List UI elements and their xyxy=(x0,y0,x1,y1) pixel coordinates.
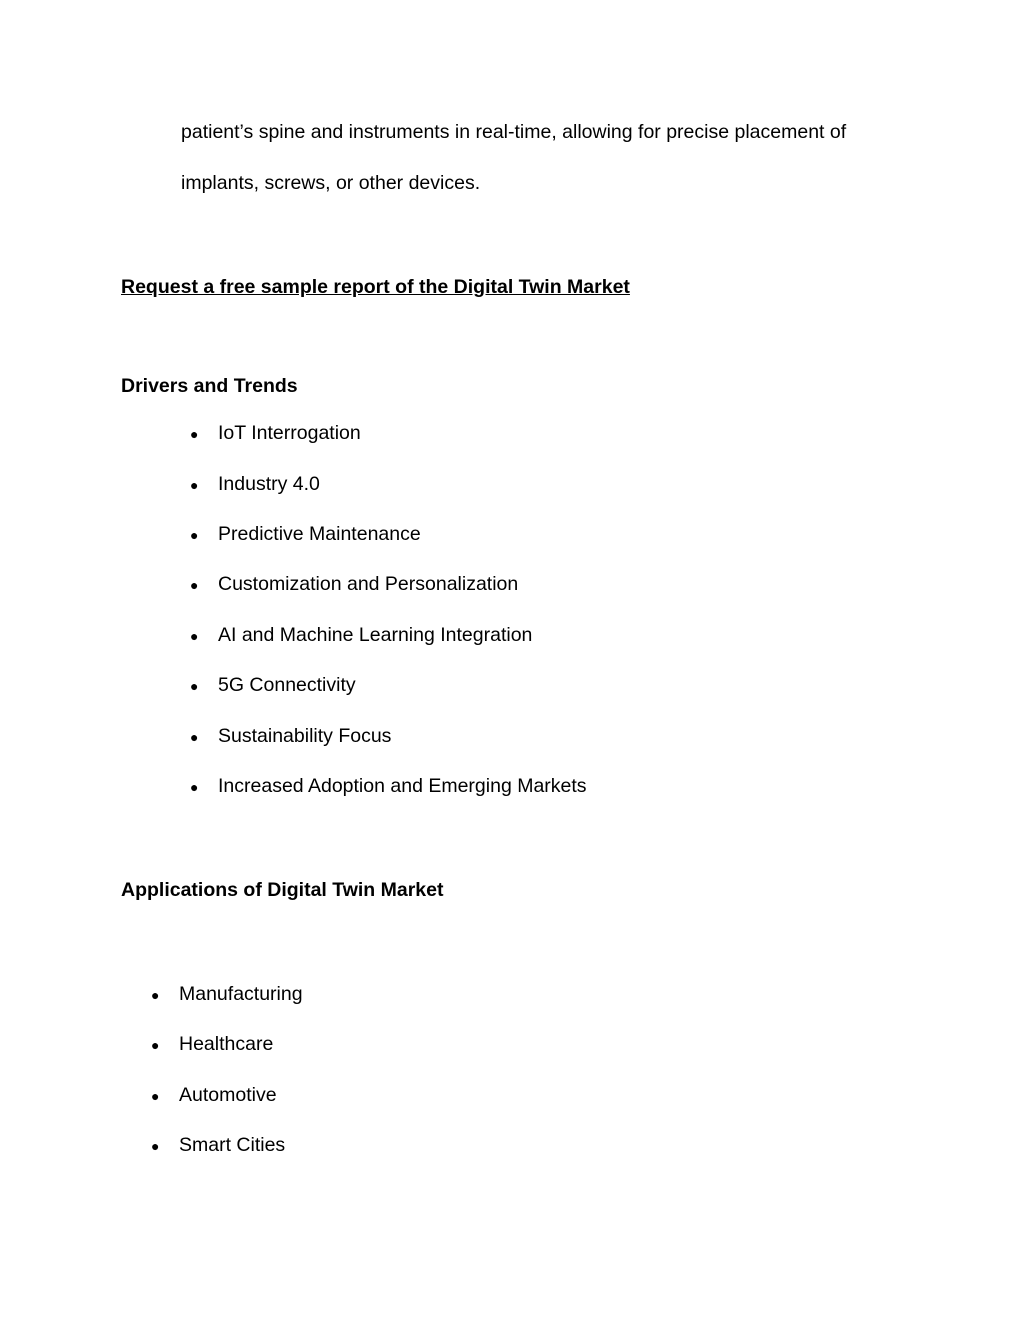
list-item-label: Sustainability Focus xyxy=(218,725,392,747)
list-item-label: Healthcare xyxy=(179,1033,274,1055)
list-item-label: Automotive xyxy=(179,1084,277,1106)
paragraph-line: patient’s spine and instruments in real-time, allowing for precise placement of xyxy=(181,121,847,143)
bullet-icon: ● xyxy=(190,779,199,795)
bullet-icon: ● xyxy=(190,628,199,644)
list-item-label: Increased Adoption and Emerging Markets xyxy=(218,775,587,797)
list-item xyxy=(190,727,391,747)
list-item xyxy=(190,676,356,696)
list-item xyxy=(151,1086,277,1106)
drivers-heading: Drivers and Trends xyxy=(121,375,298,397)
bullet-icon: ● xyxy=(190,729,199,745)
bullet-icon: ● xyxy=(151,1138,160,1154)
list-item-label: Industry 4.0 xyxy=(218,473,320,495)
list-item-label: IoT Interrogation xyxy=(218,422,361,444)
list-item-label: Smart Cities xyxy=(179,1134,286,1156)
bullet-icon: ● xyxy=(151,1037,160,1053)
bullet-icon: ● xyxy=(190,577,199,593)
list-item-label: Manufacturing xyxy=(179,983,303,1005)
list-item xyxy=(190,525,421,545)
bullet-icon: ● xyxy=(151,1088,160,1104)
list-item-label: 5G Connectivity xyxy=(218,674,356,696)
bullet-icon: ● xyxy=(190,678,199,694)
list-item-label: AI and Machine Learning Integration xyxy=(218,624,533,646)
paragraph-line: implants, screws, or other devices. xyxy=(181,172,481,194)
list-item-label: Customization and Personalization xyxy=(218,573,519,595)
list-item xyxy=(190,626,532,646)
list-item xyxy=(190,777,587,797)
list-item xyxy=(190,575,518,595)
list-item-label: Predictive Maintenance xyxy=(218,523,421,545)
bullet-icon: ● xyxy=(190,477,199,493)
list-item xyxy=(151,1136,285,1156)
applications-heading: Applications of Digital Twin Market xyxy=(121,879,444,901)
bullet-icon: ● xyxy=(190,426,199,442)
list-item xyxy=(151,1035,273,1055)
list-item xyxy=(151,985,303,1005)
sample-report-link[interactable]: Request a free sample report of the Digital Twin Market xyxy=(121,276,630,298)
list-item xyxy=(190,424,361,444)
list-item xyxy=(190,475,320,495)
bullet-icon: ● xyxy=(151,987,160,1003)
bullet-icon: ● xyxy=(190,527,199,543)
